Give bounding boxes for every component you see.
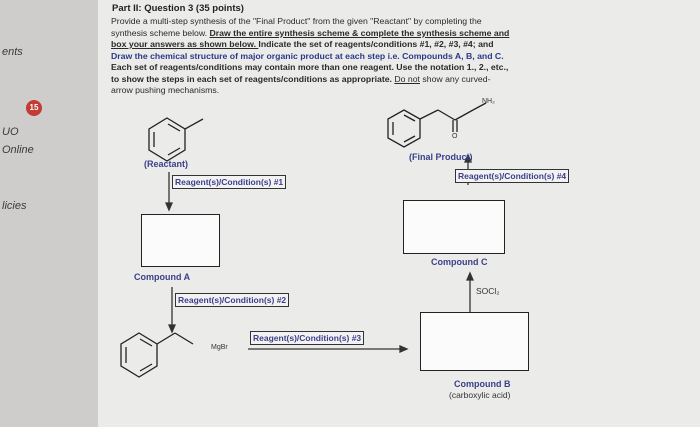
compound-a-box <box>141 214 220 267</box>
amine-label: NH₂ <box>482 98 495 105</box>
compound-c-label: Compound C <box>431 257 488 267</box>
sidebar-item-policies[interactable]: licies <box>2 200 27 212</box>
mgbr-label: MgBr <box>211 344 228 351</box>
question-title: Part II: Question 3 (35 points) <box>112 3 244 14</box>
final-product-label: (Final Product) <box>409 152 473 162</box>
instruction-line: Provide a multi-step synthesis of the "Final Product" from the given "Reactant" by completing the <box>111 16 482 26</box>
instruction-line: to show the steps in each set of reagents/conditions as appropriate. Do not show any curved- <box>111 73 491 84</box>
instruction-line: box your answers as shown below. Indicate the set of reagents/conditions #1, #2, #3, #4; and <box>111 39 494 49</box>
arrow-step1-head <box>166 203 172 210</box>
reactant-label: (Reactant) <box>144 159 189 169</box>
reagent-condition-1: Reagent(s)/Condition(s) #1 <box>172 175 286 189</box>
instruction-line: synthesis scheme below. Draw the entire synthesis scheme & complete the synthesis scheme and <box>111 27 510 38</box>
instruction-line: Draw the chemical structure of major organic product at each step i.e. Compounds A, B, and C. <box>111 50 504 61</box>
sidebar-item-online[interactable]: Online <box>2 144 34 156</box>
carbonyl-oxygen-label: O <box>452 133 458 140</box>
compound-b-note: (carboxylic acid) <box>449 390 511 400</box>
compound-a-label: Compound A <box>134 272 191 282</box>
arrow-step-socl2-head <box>467 273 473 280</box>
socl2-label: SOCl₂ <box>476 286 500 296</box>
arrow-step2-head <box>169 325 175 332</box>
grignard-structure <box>121 333 193 377</box>
sidebar-item-uo[interactable]: UO <box>2 126 19 138</box>
final-product-structure <box>388 103 486 147</box>
instruction-line: Each set of reagents/conditions may contain more than one reagent. Use the notation 1., 2., etc., <box>111 62 509 72</box>
arrow-step3-head <box>400 346 407 352</box>
compound-b-label: Compound B <box>454 379 511 389</box>
reagent-condition-3: Reagent(s)/Condition(s) #3 <box>250 331 364 345</box>
compound-c-box <box>403 200 505 254</box>
reagent-condition-4: Reagent(s)/Condition(s) #4 <box>455 169 569 183</box>
reactant-structure <box>149 118 203 161</box>
reagent-condition-2: Reagent(s)/Condition(s) #2 <box>175 293 289 307</box>
compound-b-box <box>420 312 529 371</box>
instruction-line: arrow pushing mechanisms. <box>111 85 220 95</box>
sidebar-item-assignments[interactable]: ents <box>2 46 23 58</box>
notification-badge: 15 <box>26 100 42 116</box>
